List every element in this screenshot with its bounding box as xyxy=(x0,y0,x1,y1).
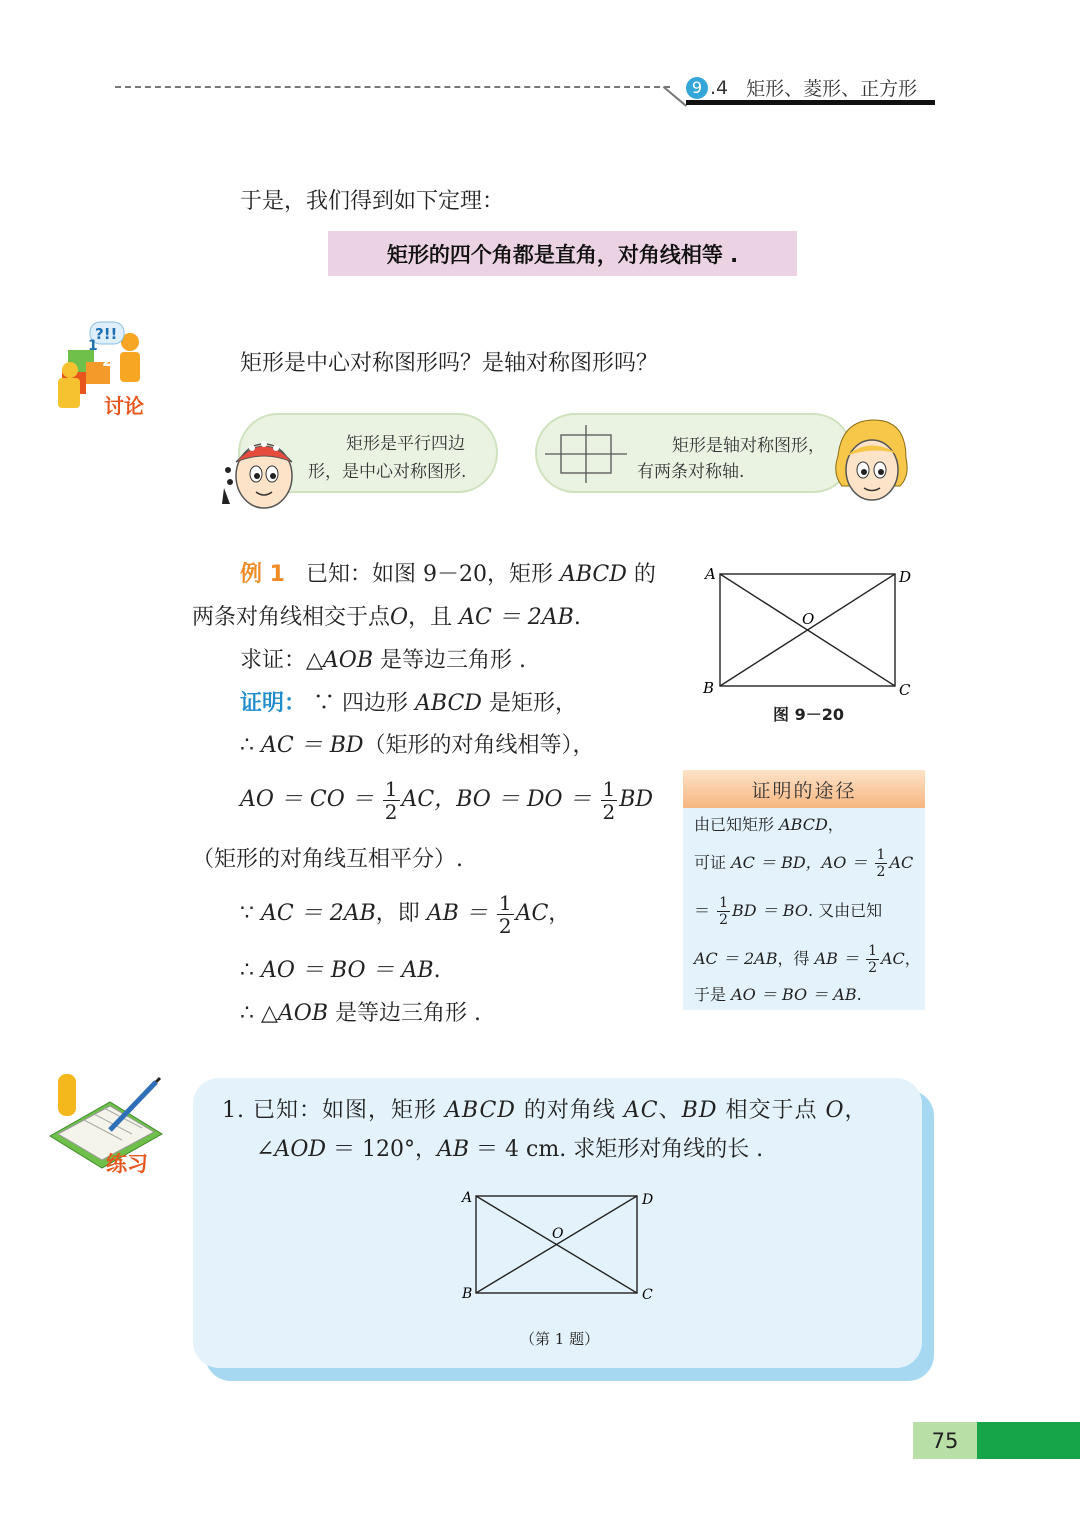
theorem-text: 矩形的四个角都是直角，对角线相等 . xyxy=(386,242,739,267)
figure-caption: 图 9－20 xyxy=(773,705,844,724)
exercise-text: 、 xyxy=(658,1098,682,1123)
vertex-b: B xyxy=(462,1286,473,1302)
header-bar xyxy=(686,100,935,105)
proof-text: ∴ △ xyxy=(240,1001,278,1026)
exercise-text: ， xyxy=(844,1098,868,1123)
path-text: 可证 xyxy=(694,853,732,872)
example-text: 已知：如图 9－20，矩形 xyxy=(305,562,560,587)
example-line2 xyxy=(192,602,581,634)
path-math: ABCD xyxy=(779,815,828,834)
exercise-line2 xyxy=(256,1134,763,1166)
example-math: AC ＝ 2AB xyxy=(459,605,574,630)
proof-line5 xyxy=(240,890,570,938)
proof-line6 xyxy=(240,955,441,987)
vertex-d: D xyxy=(642,1192,654,1208)
center-o: O xyxy=(802,610,815,628)
exercise-math: O xyxy=(825,1098,845,1123)
fraction-half: $\frac{1}{2}$ xyxy=(868,943,877,976)
path-text: 于是 xyxy=(694,985,732,1004)
fraction-half: $\frac{1}{2}$ xyxy=(498,890,512,938)
svg-text:?!!: ?!! xyxy=(95,325,118,343)
proof-text: ∵ 四边形 xyxy=(313,691,416,716)
proof-text: ， xyxy=(548,901,571,926)
vertex-a: A xyxy=(462,1190,473,1206)
exercise-line1 xyxy=(222,1095,868,1127)
vertex-a: A xyxy=(705,565,716,583)
fraction-half: $\frac{1}{2}$ xyxy=(719,895,729,928)
path-text: 由已知矩形 xyxy=(694,815,780,834)
path-text: . xyxy=(856,985,862,1004)
exercise-math: ABCD xyxy=(444,1098,516,1123)
discuss-question: 矩形是中心对称图形吗？是轴对称图形吗？ xyxy=(240,351,659,376)
vertex-d: D xyxy=(899,568,912,586)
example-text: 的 xyxy=(626,562,656,587)
proof-math: AB ＝ xyxy=(426,901,488,926)
exercise-text: 1. 已知：如图，矩形 xyxy=(222,1098,445,1123)
proof-text: . xyxy=(433,958,441,983)
section-title: 矩形、菱形、正方形 xyxy=(746,78,918,100)
proof-path-title: 证明的途径 xyxy=(683,770,925,808)
bubble-right-line1: 矩形是轴对称图形， xyxy=(672,436,825,456)
boy-cartoon-icon xyxy=(218,428,298,512)
theorem-box xyxy=(328,231,797,276)
proof-math: AC ＝ 2AB xyxy=(261,901,376,926)
proof-math: AO ＝ CO ＝ xyxy=(240,787,374,812)
path-math: AC xyxy=(889,853,914,872)
proof-text: ，即 xyxy=(375,901,427,926)
path-text: ， xyxy=(904,949,921,968)
section-number: .4 xyxy=(710,76,729,99)
exercise-caption: （第 1 题） xyxy=(520,1330,600,1348)
proof-text: （矩形的对角线相等）， xyxy=(363,733,595,758)
proof-math: AC xyxy=(515,901,549,926)
page-number: 75 xyxy=(913,1422,977,1459)
example-text: ，且 xyxy=(408,605,460,630)
example-math: AOB xyxy=(322,648,374,673)
exercise-label: 练习 xyxy=(106,1152,148,1176)
path-text: ，得 xyxy=(777,949,815,968)
svg-text:1: 1 xyxy=(88,338,98,354)
proof-math: AO ＝ BO ＝ AB xyxy=(261,958,434,983)
example-math: O xyxy=(390,605,409,630)
discuss-label: 讨论 xyxy=(104,394,144,418)
proof-text: ∴ xyxy=(240,958,261,983)
proof-math: AOB xyxy=(277,1001,329,1026)
proof-math: ABCD xyxy=(415,691,482,716)
path-math: AC xyxy=(880,949,905,968)
exercise-math: ∠AOD xyxy=(256,1137,326,1162)
fraction-half: $\frac{1}{2}$ xyxy=(602,776,616,824)
proof-math: AC，BO ＝ DO ＝ xyxy=(401,787,592,812)
example-text: 求证：△ xyxy=(240,648,323,673)
bubble-right-line2: 有两条对称轴. xyxy=(637,462,745,482)
proof-math: BD xyxy=(619,787,654,812)
vertex-c: C xyxy=(899,681,911,699)
example-line1 xyxy=(240,559,656,591)
proof-text: 是矩形， xyxy=(481,691,577,716)
example-math: ABCD xyxy=(559,562,627,587)
path-math: AC ＝ BD，AO ＝ xyxy=(731,853,868,872)
proof-line2 xyxy=(240,730,595,762)
exercise-text: ＝ 120°， xyxy=(326,1137,437,1162)
example-label: 例 1 xyxy=(240,562,285,587)
exercise-figure xyxy=(456,1184,666,1306)
proof-text: ∵ xyxy=(240,901,261,926)
proof-line7 xyxy=(240,998,481,1030)
path-math: AO ＝ BO ＝ AB xyxy=(731,985,857,1004)
exercise-math: BD xyxy=(681,1098,718,1123)
proof-text: 是等边三角形 . xyxy=(328,1001,481,1026)
proof-path-line4 xyxy=(694,942,921,976)
proof-math: AC ＝ BD xyxy=(261,733,364,758)
proof-line1 xyxy=(240,688,577,720)
exercise-text: ＝ 4 cm. 求矩形对角线的长 . xyxy=(469,1137,764,1162)
proof-path-line5 xyxy=(694,984,862,1006)
svg-text:2: 2 xyxy=(102,351,114,370)
intro-text: 于是，我们得到如下定理： xyxy=(240,189,505,214)
proof-path-line1 xyxy=(694,814,844,836)
path-math: AC ＝ 2AB xyxy=(694,949,778,968)
center-o: O xyxy=(552,1226,564,1242)
chapter-number-badge: 9 xyxy=(686,77,708,99)
header-rule xyxy=(115,86,670,88)
path-math: AB ＝ xyxy=(814,949,859,968)
exercise-math: AB xyxy=(436,1137,470,1162)
path-math: BD ＝ BO xyxy=(732,901,808,920)
example-prove xyxy=(240,645,526,677)
path-text: . 又由已知 xyxy=(807,901,883,920)
page-number-bar xyxy=(977,1422,1080,1459)
exercise-math: AC xyxy=(623,1098,659,1123)
path-text: ， xyxy=(827,815,844,834)
proof-text: ∴ xyxy=(240,733,261,758)
fraction-half: $\frac{1}{2}$ xyxy=(876,847,886,880)
speech-bubble-right xyxy=(535,413,853,493)
header-rule-slant xyxy=(663,86,687,107)
bubble-left-line1: 矩形是平行四边 xyxy=(346,434,465,454)
proof-path-line2 xyxy=(694,846,913,880)
proof-line4: （矩形的对角线互相平分）. xyxy=(192,847,463,872)
section-header xyxy=(686,74,917,101)
fraction-half: $\frac{1}{2}$ xyxy=(384,776,398,824)
vertex-b: B xyxy=(703,679,715,697)
vertex-c: C xyxy=(642,1287,653,1303)
example-text: 两条对角线相交于点 xyxy=(192,605,391,630)
proof-path-line3 xyxy=(694,894,882,928)
girl-cartoon-icon xyxy=(830,416,912,508)
proof-line3 xyxy=(240,776,653,824)
path-text: ＝ xyxy=(694,901,711,920)
exercise-text: 相交于点 xyxy=(717,1098,826,1123)
proof-label: 证明： xyxy=(240,691,307,716)
figure-9-20 xyxy=(700,562,920,702)
example-text: 是等边三角形 . xyxy=(373,648,526,673)
exercise-text: 的对角线 xyxy=(515,1098,624,1123)
rectangle-axes-diagram xyxy=(545,425,627,483)
bubble-left-line2: 形，是中心对称图形. xyxy=(308,462,467,482)
example-text: . xyxy=(573,605,581,630)
